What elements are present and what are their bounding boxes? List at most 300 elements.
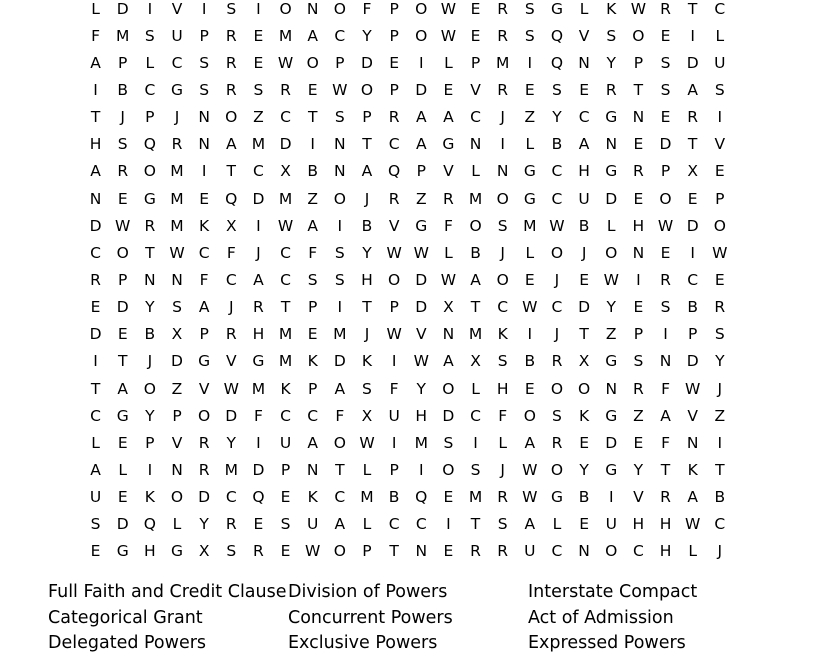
grid-letter[interactable]: U	[89, 488, 102, 507]
grid-letter[interactable]: R	[253, 542, 264, 561]
grid-letter[interactable]: Z	[171, 379, 183, 398]
grid-letter[interactable]: M	[170, 216, 184, 235]
grid-letter[interactable]: S	[117, 135, 128, 154]
grid-letter[interactable]: G	[605, 406, 618, 425]
grid-letter[interactable]: E	[579, 270, 589, 289]
grid-letter[interactable]: T	[362, 298, 372, 317]
grid-letter[interactable]: S	[307, 270, 318, 289]
grid-letter[interactable]: T	[145, 243, 155, 262]
grid-letter[interactable]: R	[714, 298, 726, 317]
grid-letter[interactable]: R	[660, 270, 671, 289]
grid-letter[interactable]: D	[361, 53, 373, 72]
grid-letter[interactable]: A	[307, 433, 318, 452]
grid-letter[interactable]: D	[686, 352, 699, 371]
grid-letter[interactable]: E	[633, 298, 644, 317]
grid-letter[interactable]: Z	[524, 108, 536, 127]
grid-letter[interactable]: X	[280, 162, 291, 181]
grid-letter[interactable]: N	[89, 189, 102, 208]
grid-letter[interactable]: W	[115, 216, 131, 235]
grid-letter[interactable]: M	[251, 135, 266, 154]
grid-letter[interactable]: I	[201, 0, 207, 18]
grid-letter[interactable]: X	[171, 325, 183, 344]
grid-letter[interactable]: I	[473, 433, 478, 452]
grid-letter[interactable]: S	[443, 433, 454, 452]
grid-letter[interactable]: L	[579, 0, 589, 18]
grid-letter[interactable]: D	[686, 216, 699, 235]
grid-letter[interactable]: W	[630, 0, 647, 18]
grid-letter[interactable]: I	[690, 26, 695, 45]
grid-letter[interactable]: C	[551, 542, 563, 561]
grid-letter[interactable]: S	[552, 406, 562, 425]
grid-letter[interactable]: L	[715, 26, 725, 45]
grid-letter[interactable]: S	[90, 515, 101, 534]
grid-letter[interactable]: X	[443, 298, 454, 317]
grid-letter[interactable]: P	[145, 108, 155, 127]
grid-letter[interactable]: L	[145, 53, 155, 72]
grid-letter[interactable]: Z	[605, 325, 617, 344]
grid-letter[interactable]: X	[198, 542, 210, 561]
grid-letter[interactable]: C	[253, 162, 264, 181]
grid-letter[interactable]: D	[415, 298, 428, 317]
grid-letter[interactable]: S	[714, 325, 725, 344]
grid-letter[interactable]: I	[93, 80, 98, 99]
grid-letter[interactable]: A	[524, 433, 536, 452]
grid-letter[interactable]: M	[278, 189, 293, 208]
grid-letter[interactable]: T	[362, 135, 372, 154]
grid-letter[interactable]: E	[253, 53, 264, 72]
grid-letter[interactable]: R	[632, 162, 644, 181]
grid-letter[interactable]: L	[362, 515, 372, 534]
grid-letter[interactable]: U	[388, 406, 400, 425]
grid-letter[interactable]: D	[605, 189, 618, 208]
grid-letter[interactable]: M	[278, 26, 293, 45]
grid-letter[interactable]: G	[605, 460, 618, 479]
grid-letter[interactable]: C	[470, 406, 481, 425]
grid-letter[interactable]: A	[470, 270, 481, 289]
grid-letter[interactable]: P	[416, 162, 426, 181]
grid-letter[interactable]: C	[388, 135, 400, 154]
grid-letter[interactable]: N	[198, 108, 210, 127]
grid-letter[interactable]: J	[364, 189, 370, 208]
grid-letter[interactable]: E	[443, 488, 454, 507]
grid-letter[interactable]: M	[224, 460, 238, 479]
grid-letter[interactable]: F	[335, 406, 345, 425]
grid-letter[interactable]: I	[337, 298, 343, 317]
grid-letter[interactable]: S	[226, 542, 237, 561]
grid-letter[interactable]: Q	[143, 515, 156, 534]
grid-letter[interactable]: C	[388, 515, 400, 534]
grid-letter[interactable]: J	[717, 542, 723, 561]
grid-letter[interactable]: J	[500, 243, 505, 262]
grid-letter[interactable]: A	[90, 53, 101, 72]
grid-letter[interactable]: J	[174, 108, 180, 127]
grid-letter[interactable]: D	[116, 298, 129, 317]
grid-letter[interactable]: R	[144, 216, 156, 235]
grid-letter[interactable]: A	[415, 135, 427, 154]
grid-letter[interactable]: N	[632, 108, 645, 127]
grid-letter[interactable]: H	[89, 135, 102, 154]
grid-letter[interactable]: J	[554, 270, 560, 289]
grid-letter[interactable]: I	[201, 162, 207, 181]
grid-letter[interactable]: T	[715, 460, 725, 479]
grid-letter[interactable]: E	[253, 515, 264, 534]
grid-letter[interactable]: O	[116, 243, 129, 262]
grid-letter[interactable]: L	[172, 515, 182, 534]
grid-letter[interactable]: N	[144, 270, 156, 289]
grid-letter[interactable]: L	[688, 542, 697, 561]
grid-letter[interactable]: E	[524, 270, 535, 289]
grid-letter[interactable]: R	[660, 0, 671, 18]
grid-letter[interactable]: C	[225, 488, 237, 507]
grid-letter[interactable]: E	[524, 379, 535, 398]
grid-letter[interactable]: F	[661, 379, 670, 398]
grid-letter[interactable]: D	[415, 80, 428, 99]
grid-letter[interactable]: O	[659, 189, 672, 208]
grid-letter[interactable]: R	[117, 162, 129, 181]
grid-letter[interactable]: S	[552, 80, 562, 99]
grid-letter[interactable]: N	[496, 162, 509, 181]
grid-letter[interactable]: B	[714, 488, 726, 507]
grid-letter[interactable]: N	[171, 460, 183, 479]
grid-letter[interactable]: E	[253, 26, 264, 45]
grid-letter[interactable]: Q	[550, 26, 564, 45]
grid-letter[interactable]: P	[389, 0, 399, 18]
grid-letter[interactable]: K	[307, 352, 318, 371]
grid-letter[interactable]: R	[632, 379, 644, 398]
grid-letter[interactable]: E	[389, 53, 400, 72]
grid-letter[interactable]: S	[470, 460, 481, 479]
grid-letter[interactable]: T	[90, 108, 101, 127]
grid-letter[interactable]: E	[524, 80, 535, 99]
grid-letter[interactable]: R	[497, 542, 509, 561]
grid-letter[interactable]: W	[386, 243, 402, 262]
grid-letter[interactable]: R	[443, 189, 454, 208]
grid-letter[interactable]: O	[550, 460, 564, 479]
grid-letter[interactable]: O	[388, 270, 401, 289]
grid-letter[interactable]: L	[362, 460, 372, 479]
grid-letter[interactable]: A	[307, 216, 318, 235]
grid-letter[interactable]: E	[714, 162, 725, 181]
grid-letter[interactable]: S	[172, 298, 182, 317]
grid-letter[interactable]: E	[660, 26, 671, 45]
grid-letter[interactable]: A	[334, 515, 346, 534]
grid-letter[interactable]: S	[226, 0, 237, 18]
grid-letter[interactable]: J	[500, 460, 505, 479]
grid-letter[interactable]: D	[659, 135, 672, 154]
grid-letter[interactable]: G	[415, 216, 428, 235]
grid-letter[interactable]: A	[415, 108, 427, 127]
grid-letter[interactable]: R	[551, 352, 563, 371]
grid-letter[interactable]: M	[523, 216, 537, 235]
grid-letter[interactable]: E	[199, 189, 210, 208]
grid-letter[interactable]: F	[226, 243, 236, 262]
grid-letter[interactable]: O	[605, 243, 618, 262]
grid-letter[interactable]: W	[522, 460, 538, 479]
grid-letter[interactable]: O	[442, 379, 455, 398]
grid-letter[interactable]: N	[171, 270, 183, 289]
grid-letter[interactable]: D	[279, 135, 292, 154]
grid-letter[interactable]: K	[497, 325, 508, 344]
grid-letter[interactable]: I	[608, 488, 614, 507]
grid-letter[interactable]: W	[386, 325, 402, 344]
grid-letter[interactable]: E	[443, 80, 454, 99]
grid-letter[interactable]: J	[147, 352, 153, 371]
grid-letter[interactable]: W	[413, 243, 429, 262]
grid-letter[interactable]: L	[118, 460, 128, 479]
grid-letter[interactable]: D	[89, 325, 102, 344]
grid-letter[interactable]: G	[170, 80, 183, 99]
grid-letter[interactable]: R	[171, 135, 183, 154]
grid-letter[interactable]: E	[117, 325, 128, 344]
grid-letter[interactable]: Y	[362, 243, 372, 262]
grid-letter[interactable]: I	[418, 460, 424, 479]
grid-letter[interactable]: E	[714, 270, 725, 289]
grid-letter[interactable]: G	[523, 189, 536, 208]
grid-letter[interactable]: S	[497, 216, 508, 235]
grid-letter[interactable]: I	[256, 0, 261, 18]
grid-letter[interactable]: J	[364, 325, 370, 344]
grid-letter[interactable]: I	[717, 108, 723, 127]
grid-letter[interactable]: P	[335, 53, 345, 72]
grid-letter[interactable]: R	[605, 80, 617, 99]
grid-letter[interactable]: O	[632, 26, 645, 45]
grid-letter[interactable]: Y	[416, 379, 426, 398]
grid-letter[interactable]: U	[605, 515, 617, 534]
grid-letter[interactable]: S	[362, 379, 372, 398]
grid-letter[interactable]: K	[144, 488, 155, 507]
grid-letter[interactable]: W	[305, 542, 321, 561]
grid-letter[interactable]: I	[147, 0, 153, 18]
grid-letter[interactable]: Y	[145, 298, 155, 317]
grid-letter[interactable]: G	[605, 352, 618, 371]
grid-letter[interactable]: Q	[143, 135, 156, 154]
grid-letter[interactable]: E	[579, 433, 589, 452]
grid-letter[interactable]: N	[442, 325, 455, 344]
grid-letter[interactable]: B	[524, 352, 536, 371]
grid-letter[interactable]: R	[280, 80, 291, 99]
grid-letter[interactable]: R	[225, 53, 237, 72]
grid-letter[interactable]: R	[198, 460, 210, 479]
grid-letter[interactable]: C	[551, 162, 563, 181]
grid-letter[interactable]: G	[252, 352, 265, 371]
grid-letter[interactable]: B	[144, 325, 156, 344]
grid-letter[interactable]: K	[307, 488, 318, 507]
grid-letter[interactable]: H	[415, 406, 428, 425]
grid-letter[interactable]: F	[308, 243, 318, 262]
grid-letter[interactable]: K	[199, 216, 210, 235]
grid-letter[interactable]: P	[199, 26, 209, 45]
grid-letter[interactable]: I	[663, 325, 668, 344]
grid-letter[interactable]: H	[252, 325, 265, 344]
grid-letter[interactable]: L	[498, 433, 507, 452]
grid-letter[interactable]: C	[334, 26, 346, 45]
grid-letter[interactable]: L	[444, 53, 453, 72]
grid-letter[interactable]: P	[389, 460, 399, 479]
grid-letter[interactable]: D	[333, 352, 346, 371]
grid-letter[interactable]: C	[280, 243, 291, 262]
grid-letter[interactable]: F	[199, 270, 209, 289]
grid-letter[interactable]: I	[446, 515, 451, 534]
grid-letter[interactable]: O	[550, 379, 564, 398]
grid-letter[interactable]: Y	[579, 460, 589, 479]
grid-letter[interactable]: E	[579, 80, 589, 99]
grid-letter[interactable]: H	[632, 515, 645, 534]
grid-letter[interactable]: G	[550, 0, 563, 18]
grid-letter[interactable]: C	[470, 108, 481, 127]
grid-letter[interactable]: T	[389, 542, 399, 561]
grid-letter[interactable]: P	[308, 298, 318, 317]
grid-letter[interactable]: M	[170, 162, 184, 181]
grid-letter[interactable]: F	[91, 26, 101, 45]
grid-letter[interactable]: V	[687, 406, 698, 425]
grid-letter[interactable]: T	[633, 80, 644, 99]
grid-letter[interactable]: H	[632, 216, 645, 235]
grid-letter[interactable]: E	[470, 26, 481, 45]
grid-letter[interactable]: Y	[362, 26, 372, 45]
grid-letter[interactable]: S	[660, 298, 671, 317]
grid-letter[interactable]: C	[225, 270, 237, 289]
grid-letter[interactable]: I	[147, 460, 153, 479]
grid-letter[interactable]: R	[388, 189, 400, 208]
grid-letter[interactable]: O	[496, 270, 509, 289]
grid-letter[interactable]: O	[143, 162, 156, 181]
grid-letter[interactable]: O	[360, 80, 374, 99]
grid-letter[interactable]: F	[389, 379, 399, 398]
grid-letter[interactable]: U	[714, 53, 726, 72]
grid-letter[interactable]: T	[90, 379, 101, 398]
grid-letter[interactable]: O	[279, 0, 292, 18]
grid-letter[interactable]: O	[333, 433, 346, 452]
grid-letter[interactable]: A	[660, 406, 671, 425]
grid-letter[interactable]: R	[497, 0, 509, 18]
grid-letter[interactable]: R	[687, 108, 699, 127]
grid-letter[interactable]: O	[333, 0, 346, 18]
grid-letter[interactable]: D	[171, 352, 183, 371]
grid-letter[interactable]: V	[225, 352, 237, 371]
grid-letter[interactable]: A	[225, 135, 237, 154]
grid-letter[interactable]: W	[440, 26, 457, 45]
grid-letter[interactable]: W	[685, 515, 701, 534]
grid-letter[interactable]: E	[307, 80, 318, 99]
grid-letter[interactable]: P	[118, 270, 128, 289]
grid-letter[interactable]: F	[253, 406, 263, 425]
grid-letter[interactable]: N	[334, 162, 346, 181]
grid-letter[interactable]: O	[170, 488, 184, 507]
grid-letter[interactable]: D	[415, 270, 428, 289]
grid-letter[interactable]: R	[253, 298, 264, 317]
grid-letter[interactable]: P	[308, 379, 318, 398]
grid-letter[interactable]: R	[497, 488, 509, 507]
grid-letter[interactable]: W	[522, 488, 538, 507]
grid-letter[interactable]: B	[307, 162, 319, 181]
grid-letter[interactable]: H	[361, 270, 373, 289]
grid-letter[interactable]: M	[333, 325, 347, 344]
grid-letter[interactable]: G	[523, 162, 536, 181]
grid-letter[interactable]: C	[280, 406, 291, 425]
grid-letter[interactable]: O	[523, 406, 536, 425]
grid-letter[interactable]: M	[251, 379, 266, 398]
grid-letter[interactable]: D	[116, 515, 129, 534]
grid-letter[interactable]: Z	[633, 406, 644, 425]
grid-letter[interactable]: A	[443, 108, 454, 127]
grid-letter[interactable]: W	[549, 216, 565, 235]
grid-letter[interactable]: M	[116, 26, 130, 45]
grid-letter[interactable]: S	[334, 108, 345, 127]
grid-letter[interactable]: V	[470, 80, 481, 99]
grid-letter[interactable]: G	[605, 108, 618, 127]
grid-letter[interactable]: O	[578, 379, 591, 398]
grid-letter[interactable]: T	[117, 352, 128, 371]
grid-letter[interactable]: G	[605, 162, 618, 181]
grid-letter[interactable]: D	[686, 53, 699, 72]
grid-letter[interactable]: D	[442, 406, 455, 425]
grid-letter[interactable]: S	[144, 26, 155, 45]
grid-letter[interactable]: S	[660, 80, 671, 99]
grid-letter[interactable]: B	[687, 298, 698, 317]
grid-letter[interactable]: X	[687, 162, 698, 181]
grid-letter[interactable]: P	[715, 189, 725, 208]
grid-letter[interactable]: D	[252, 460, 265, 479]
grid-letter[interactable]: T	[687, 0, 698, 18]
grid-letter[interactable]: P	[633, 53, 644, 72]
grid-letter[interactable]: M	[468, 325, 483, 344]
grid-letter[interactable]: U	[171, 26, 183, 45]
grid-letter[interactable]: O	[550, 243, 564, 262]
grid-letter[interactable]: G	[116, 542, 129, 561]
grid-letter[interactable]: V	[198, 379, 210, 398]
grid-letter[interactable]: Z	[714, 406, 726, 425]
grid-letter[interactable]: E	[579, 515, 589, 534]
grid-letter[interactable]: I	[717, 433, 723, 452]
grid-letter[interactable]: A	[117, 379, 129, 398]
grid-letter[interactable]: O	[333, 542, 346, 561]
grid-letter[interactable]: N	[605, 379, 618, 398]
grid-letter[interactable]: F	[661, 433, 670, 452]
grid-letter[interactable]: L	[91, 433, 100, 452]
grid-letter[interactable]: M	[278, 352, 293, 371]
grid-letter[interactable]: N	[578, 53, 590, 72]
grid-letter[interactable]: G	[550, 488, 563, 507]
grid-letter[interactable]: W	[169, 243, 185, 262]
grid-letter[interactable]: I	[256, 433, 261, 452]
grid-letter[interactable]: U	[307, 515, 319, 534]
grid-letter[interactable]: P	[280, 460, 291, 479]
grid-letter[interactable]: P	[199, 325, 209, 344]
grid-letter[interactable]: D	[89, 216, 102, 235]
grid-letter[interactable]: E	[633, 433, 644, 452]
grid-letter[interactable]: E	[90, 542, 101, 561]
grid-letter[interactable]: H	[144, 542, 156, 561]
grid-letter[interactable]: E	[280, 542, 291, 561]
grid-letter[interactable]: F	[498, 406, 508, 425]
grid-letter[interactable]: P	[362, 542, 372, 561]
grid-letter[interactable]: V	[171, 433, 183, 452]
grid-letter[interactable]: E	[117, 433, 128, 452]
grid-letter[interactable]: K	[687, 460, 698, 479]
grid-letter[interactable]: E	[280, 488, 291, 507]
grid-letter[interactable]: L	[471, 379, 480, 398]
grid-letter[interactable]: S	[714, 80, 725, 99]
grid-letter[interactable]: B	[551, 135, 563, 154]
grid-letter[interactable]: T	[687, 135, 698, 154]
grid-letter[interactable]: J	[256, 243, 261, 262]
grid-letter[interactable]: T	[470, 298, 481, 317]
grid-letter[interactable]: O	[469, 216, 482, 235]
grid-letter[interactable]: I	[310, 135, 315, 154]
grid-letter[interactable]: R	[497, 80, 509, 99]
grid-letter[interactable]: P	[389, 80, 399, 99]
grid-letter[interactable]: S	[334, 270, 345, 289]
